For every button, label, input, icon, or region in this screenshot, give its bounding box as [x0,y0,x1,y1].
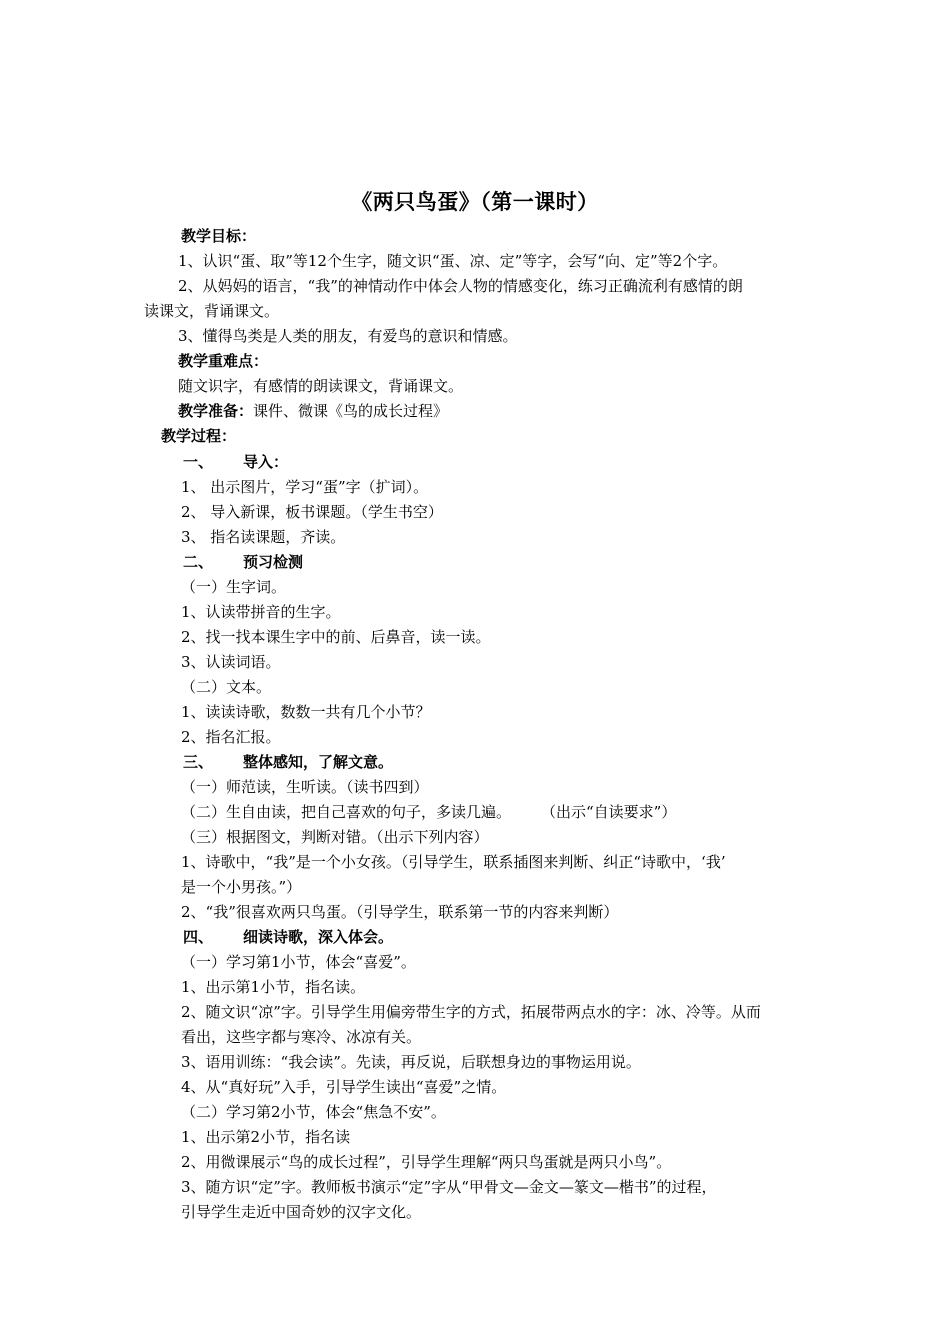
list-item: 1、出示第2小节，指名读 [181,1128,351,1146]
list-item: 2、找一找本课生字中的前、后鼻音，读一读。 [181,628,491,646]
objective-3: 3、懂得鸟类是人类的朋友，有爱鸟的意识和情感。 [178,327,518,345]
section-heading-key-points: 教学重难点： [178,352,269,370]
list-item: 2、指名汇报。 [181,728,281,746]
document-title: 《两只鸟蛋》（第一课时） [351,189,599,214]
list-item: 1、出示第1小节，指名读。 [181,978,366,996]
list-item: 2、随文识“凉”字。引导学生用偏旁带生字的方式，拓展带两点水的字：冰、冷等。从而 [181,1003,761,1021]
list-item: 1、 出示图片，学习“蛋”字（扩词）。 [181,478,429,496]
list-item: （一）师范读，生听读。（读书四到） [181,778,429,796]
list-item: 3、认读词语。 [181,653,281,671]
list-item: （二）文本。 [181,678,272,696]
preparation-text: 课件、微课《鸟的成长过程》 [253,402,449,420]
list-item: 1、诗歌中，“我”是一个小女孩。（引导学生，联系插图来判断、纠正“诗歌中，‘我’ [181,853,726,871]
list-item: 看出，这些字都与寒冷、冰凉有关。 [181,1028,422,1046]
list-item: 3、语用训练：“我会读”。先读，再反说，后联想身边的事物运用说。 [181,1053,641,1071]
list-item: （一）学习第1小节，体会“喜爱”。 [181,953,416,971]
step-heading-1: 一、 导入： [183,453,289,471]
list-item: （三）根据图文，判断对错。（出示下列内容） [181,828,489,846]
list-item: 4、从“真好玩”入手，引导学生读出“喜爱”之情。 [181,1078,507,1096]
step-heading-2: 二、 预习检测 [183,553,304,571]
list-item: 引导学生走近中国奇妙的汉字文化。 [181,1203,422,1221]
section-heading-objectives: 教学目标： [181,227,257,245]
preparation-line [178,401,448,421]
list-item: （一）生字词。 [181,578,287,596]
objective-2: 2、从妈妈的语言，“我”的神情动作中体会人物的情感变化，练习正确流利有感情的朗 [178,277,743,295]
list-item: 2、 导入新课，板书课题。（学生书空） [181,503,443,521]
list-item: 1、读读诗歌，数数一共有几个小节？ [181,703,431,721]
list-item: 1、认读带拼音的生字。 [181,603,341,621]
objective-2-cont: 读课文，背诵课文。 [144,302,280,320]
list-item: 2、用微课展示“鸟的成长过程”，引导学生理解“两只鸟蛋就是两只小鸟”。 [181,1153,672,1171]
list-item: （二）生自由读，把自己喜欢的句子，多读几遍。 （出示“自读要求”） [181,803,677,821]
section-heading-process: 教学过程： [161,427,237,445]
step-heading-4: 四、 细读诗歌，深入体会。 [183,928,394,946]
list-item: （二）学习第2小节，体会“焦急不安”。 [181,1103,446,1121]
list-item: 是一个小男孩。”） [181,878,302,896]
list-item: 3、随方识“定”字。教师板书演示“定”字从“甲骨文—金文—篆文—楷书”的过程， [181,1178,717,1196]
objective-1: 1、认识“蛋、取”等12个生字，随文识“蛋、凉、定”等字，会写“向、定”等2个字。 [178,252,728,270]
list-item: 3、 指名读课题，齐读。 [181,528,346,546]
list-item: 2、“我”很喜欢两只鸟蛋。（引导学生，联系第一节的内容来判断） [181,903,619,921]
section-heading-preparation: 教学准备： [178,402,254,420]
step-heading-3: 三、 整体感知，了解文意。 [183,753,394,771]
key-points-text: 随文识字，有感情的朗读课文，背诵课文。 [178,377,464,395]
